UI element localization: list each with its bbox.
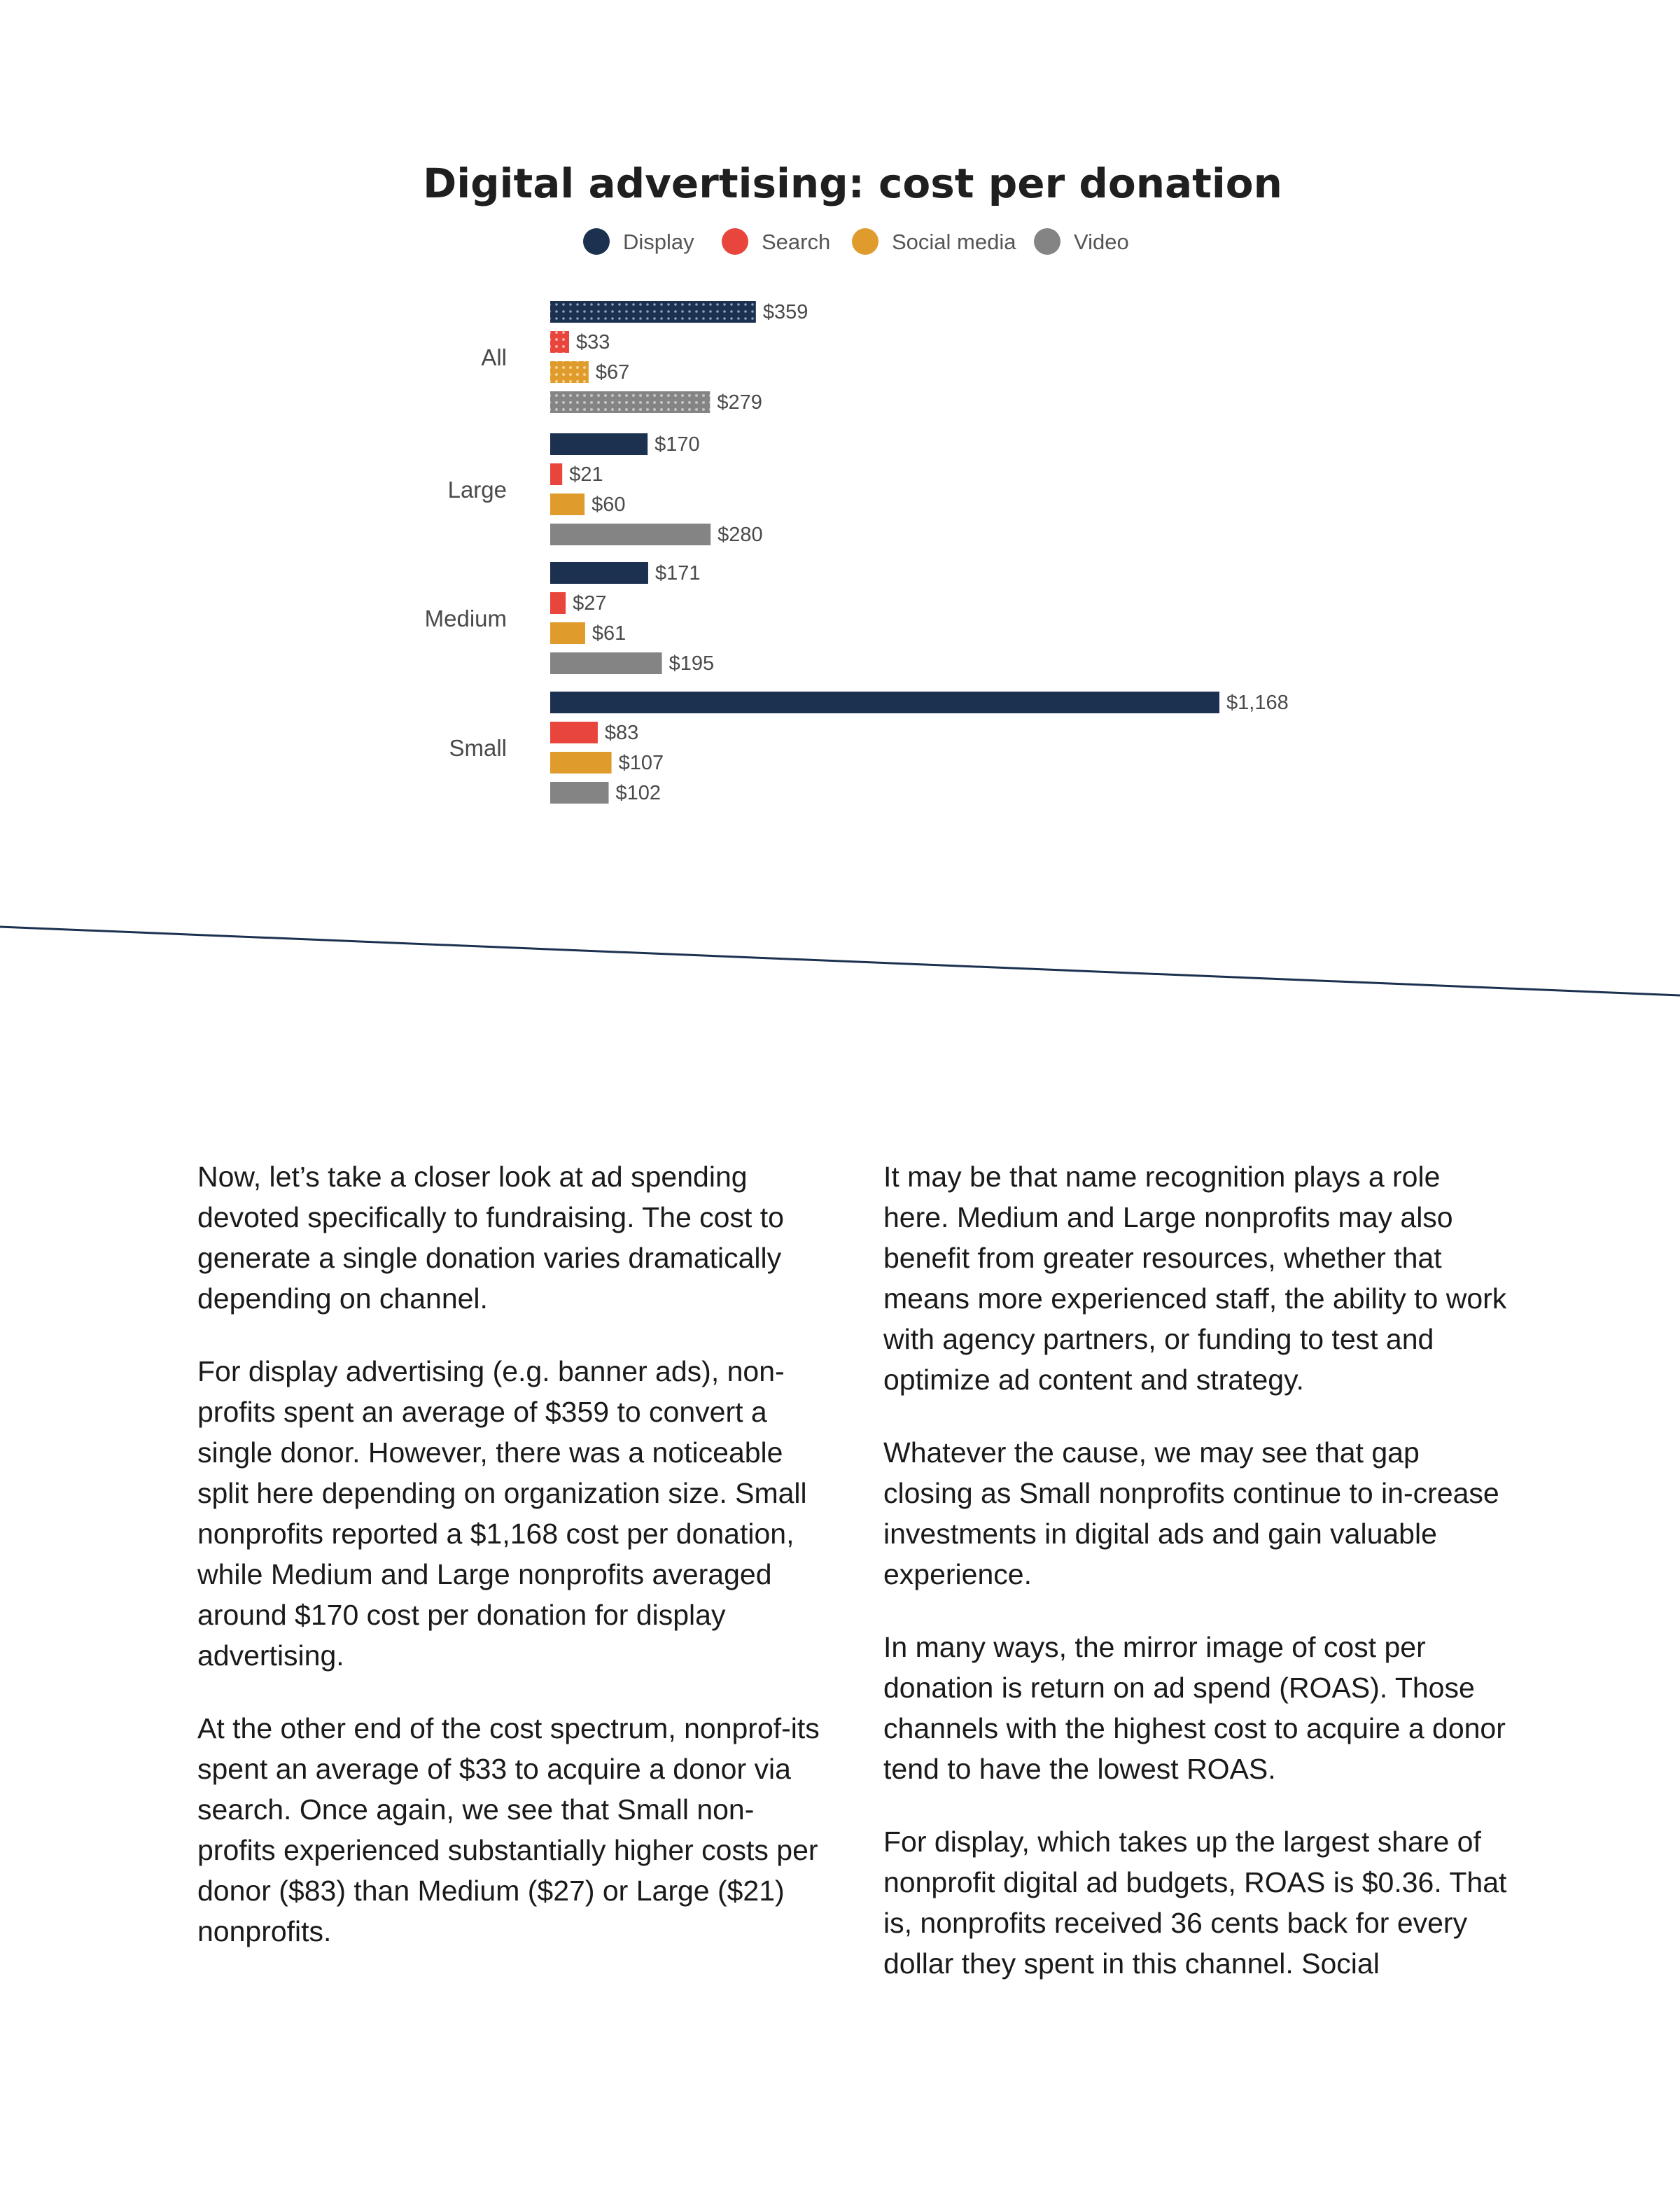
chart-title: Digital advertising: cost per donation	[423, 160, 1282, 207]
value-label: $27	[573, 592, 607, 615]
article-left-column	[197, 1156, 827, 1984]
category-label-large: Large	[447, 477, 507, 503]
legend-label: Display	[623, 230, 694, 254]
value-label: $359	[762, 301, 808, 323]
article-right-column	[883, 1156, 1513, 2016]
category-label-medium: Medium	[424, 606, 507, 631]
category-label-small: Small	[449, 735, 507, 761]
section-divider	[0, 0, 1680, 1008]
legend-label: Video	[1074, 230, 1129, 254]
value-label: $61	[592, 622, 626, 645]
value-label: $279	[717, 391, 762, 414]
value-label: $60	[592, 493, 626, 516]
value-label: $102	[615, 782, 662, 804]
article-paragraph: Now, let’s take a closer look at ad spending devoted specifically to fundraising. The cost to generate a single donation varies dramatically depending on channel.	[197, 1161, 784, 1315]
legend-label: Search	[762, 230, 831, 254]
value-label: $21	[569, 463, 603, 486]
article-paragraph: For display advertising (e.g. banner ads), non-profits spent an average of $359 to convert a single donor. However, there was a noticeable split here depending on organization size. Small nonprofits reported a $1,168 cost per donation, while Medium and Large nonprofits averaged around $170 cost per donation for display advertising.	[197, 1355, 807, 1672]
category-label-all: All	[481, 344, 507, 370]
value-label: $1,168	[1226, 692, 1289, 714]
article-paragraph: In many ways, the mirror image of cost per donation is return on ad spend (ROAS). Those channels with the highest cost to acquire a donor tend to have the lowest ROAS.	[883, 1631, 1506, 1785]
article-paragraph: It may be that name recognition plays a role here. Medium and Large nonprofits may also benefit from greater resources, whether that means more experienced staff, the ability to work with agency partners, or funding to test and optimize ad content and strategy.	[883, 1161, 1507, 1396]
article-paragraph: For display, which takes up the largest share of nonprofit digital ad budgets, ROAS is $0.36. That is, nonprofits received 36 cents back for every dollar they spent in this channel. Social	[883, 1826, 1507, 1980]
value-label: $170	[654, 433, 700, 456]
value-label: $33	[576, 331, 610, 354]
article-paragraph: Whatever the cause, we may see that gap closing as Small nonprofits continue to in-crease investments in digital ads and gain valuable experience.	[883, 1436, 1499, 1590]
value-label: $83	[604, 722, 639, 744]
value-label: $67	[595, 361, 630, 384]
article-paragraph: At the other end of the cost spectrum, nonprof-its spent an average of $33 to acquire a donor via search. Once again, we see that Small non-profits experienced substantially higher costs per donor ($83) than Medium ($27) or Large ($21) nonprofits.	[197, 1712, 820, 1947]
value-label: $280	[718, 524, 763, 546]
value-label: $107	[618, 752, 664, 774]
value-label: $195	[668, 652, 715, 675]
value-label: $171	[654, 562, 701, 584]
legend-label: Social media	[892, 230, 1016, 254]
